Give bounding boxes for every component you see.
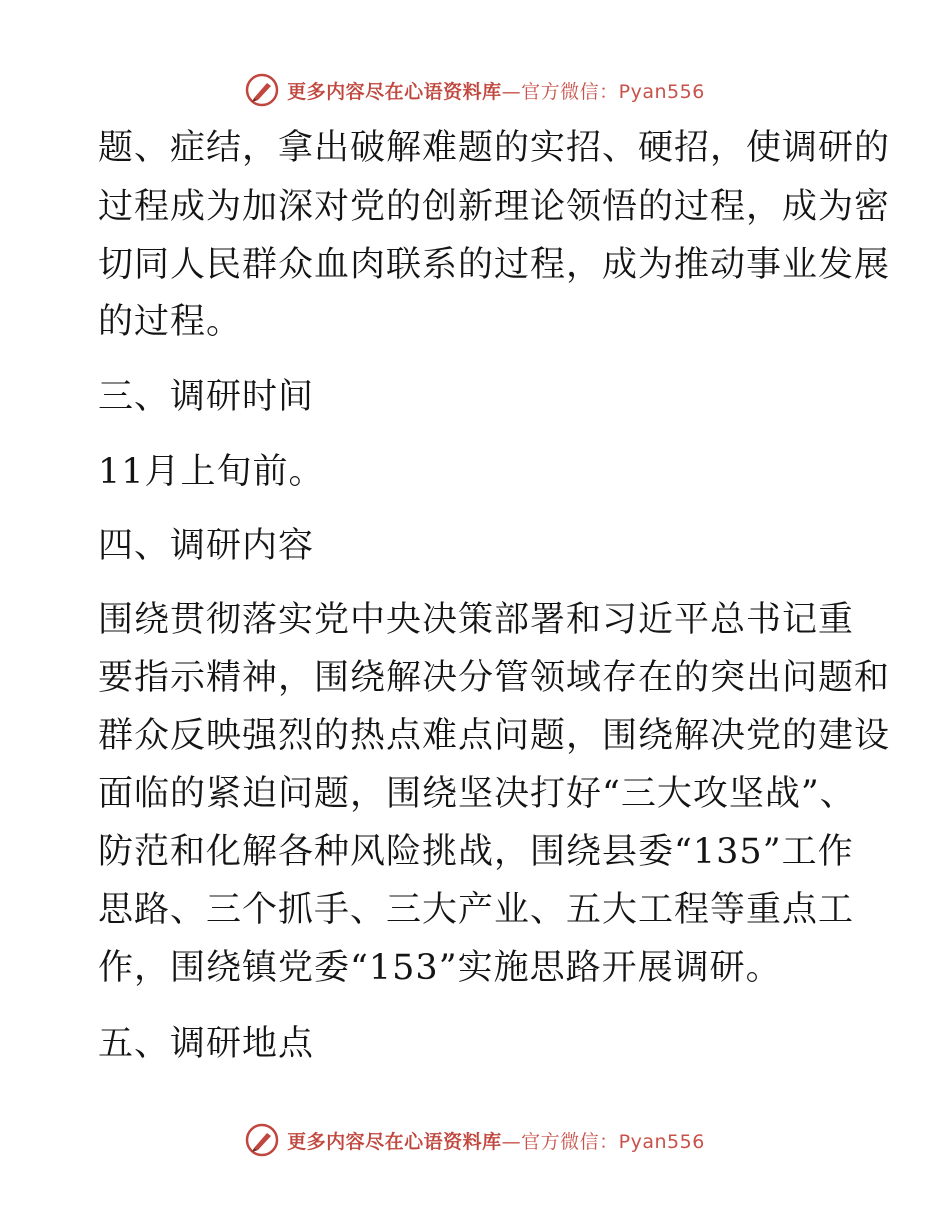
paragraph-line: 题、症结，拿出破解难题的实招、硬招，使调研的: [98, 128, 891, 168]
paragraph-line: 思路、三个抓手、三大产业、五大工程等重点工: [98, 890, 855, 930]
watermark-lead: 更多内容尽在心语资料库: [287, 1130, 502, 1153]
watermark-lead: 更多内容尽在心语资料库: [287, 80, 502, 103]
paragraph-line: 面临的紧迫问题，围绕坚决打好“三大攻坚战”、: [98, 774, 856, 814]
section-heading-time: 三、调研时间: [98, 377, 315, 417]
paragraph-line: 作，围绕镇党委“153”实施思路开展调研。: [98, 948, 782, 988]
paragraph-line: 的过程。: [98, 302, 243, 342]
time-text: 11月上旬前。: [98, 452, 325, 492]
pen-seal-logo-icon: [245, 73, 279, 107]
pen-seal-logo-icon: [245, 1123, 279, 1157]
paragraph-line: 要指示精神，围绕解决分管领域存在的突出问题和: [98, 658, 891, 698]
paragraph-line: 围绕贯彻落实党中央决策部署和习近平总书记重: [98, 600, 855, 640]
paragraph-line: 切同人民群众血肉联系的过程，成为推动事业发展: [98, 245, 891, 285]
paragraph-line: 防范和化解各种风险挑战，围绕县委“135”工作: [98, 832, 854, 872]
section-heading-location: 五、调研地点: [98, 1024, 315, 1064]
watermark-text: [287, 77, 705, 104]
watermark-banner-bottom: [0, 1118, 950, 1162]
section-heading-content: 四、调研内容: [98, 526, 315, 566]
watermark-tail: —官方微信：Pyan556: [501, 1130, 705, 1153]
watermark-banner-top: [0, 68, 950, 112]
watermark-text: [287, 1127, 705, 1154]
paragraph-line: 群众反映强烈的热点难点问题，围绕解决党的建设: [98, 716, 891, 756]
watermark-tail: —官方微信：Pyan556: [501, 80, 705, 103]
paragraph-line: 过程成为加深对党的创新理论领悟的过程，成为密: [98, 187, 891, 227]
